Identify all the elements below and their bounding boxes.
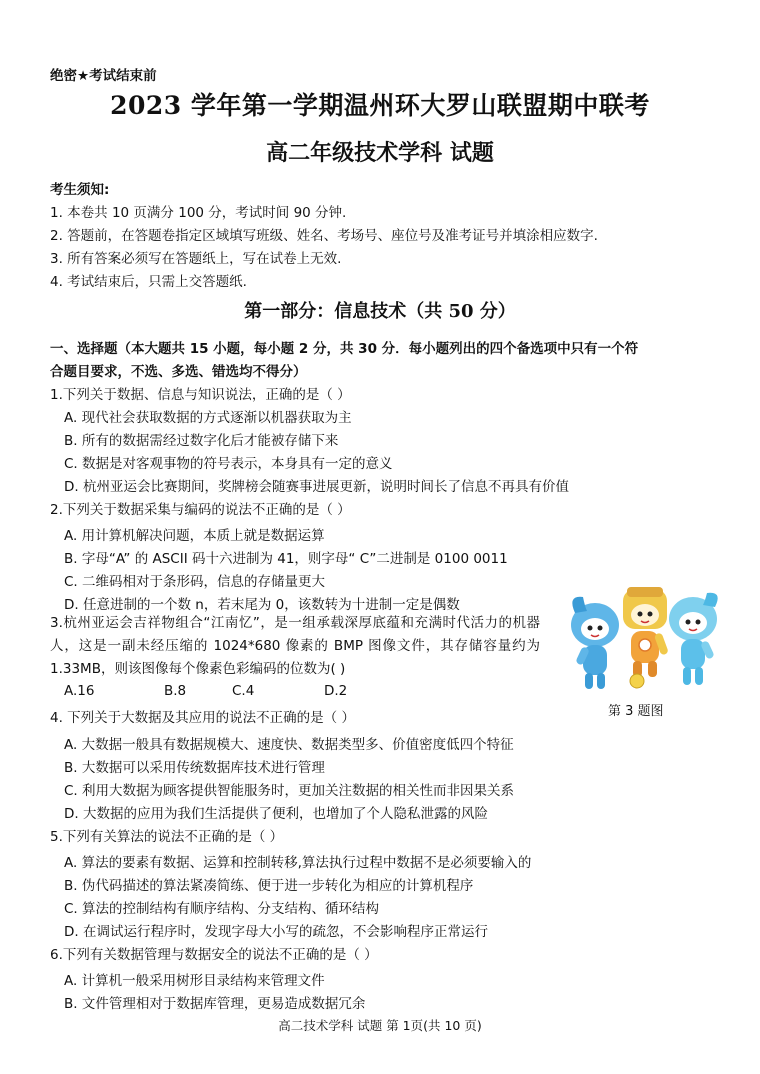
section-instruction: 一、选择题（本大题共 15 小题，每小题 2 分，共 30 分．每小题列出的四个备选项中只有一个符 [50, 341, 639, 357]
mascot-figure [565, 585, 723, 697]
question-option: D. 杭州亚运会比赛期间，奖牌榜会随赛事进展更新，说明时间长了信息不再具有价值 [64, 479, 569, 495]
page-footer: 高二技术学科 试题 第 1页(共 10 页) [278, 1018, 482, 1033]
notice-item: 1. 本卷共 10 页满分 100 分，考试时间 90 分钟. [50, 205, 347, 221]
question-option: A. 现代社会获取数据的方式逐渐以机器获取为主 [64, 410, 352, 426]
mascot-right [669, 593, 718, 685]
exam-subtitle: 高二年级技术学科 试题 [266, 140, 494, 166]
question-option: D. 在调试运行程序时，发现字母大小写的疏忽，不会影响程序正常运行 [64, 924, 488, 940]
question-stem: 1.下列关于数据、信息与知识说法，正确的是（ ） [50, 387, 351, 403]
question-stem: 5.下列有关算法的说法不正确的是（ ） [50, 829, 284, 845]
question-option: C. 二维码相对于条形码，信息的存储量更大 [64, 574, 326, 590]
mascot-illustration [565, 585, 723, 697]
question-option: A. 计算机一般采用树形目录结构来管理文件 [64, 973, 325, 989]
question-stem: 6.下列有关数据管理与数据安全的说法不正确的是（ ） [50, 947, 378, 963]
question-option: D. 大数据的应用为我们生活提供了便利，也增加了个人隐私泄露的风险 [64, 806, 488, 822]
section-instruction: 合题目要求，不选、多选、错选均不得分） [50, 364, 307, 380]
question-option: B. 大数据可以采用传统数据库技术进行管理 [64, 760, 325, 776]
question-option: A. 算法的要素有数据、运算和控制转移,算法执行过程中数据不是必须要输入的 [64, 855, 532, 871]
question-option: B. 文件管理相对于数据库管理，更易造成数据冗余 [64, 996, 366, 1012]
question-option: A.16 [64, 683, 95, 699]
question-option: B.8 [164, 683, 187, 699]
question-stem: 2.下列关于数据采集与编码的说法不正确的是（ ） [50, 502, 351, 518]
figure-caption: 第 3 题图 [608, 704, 664, 719]
notice-item: 2. 答题前，在答题卷指定区域填写班级、姓名、考场号、座位号及准考证号并填涂相应数字. [50, 228, 598, 244]
notice-item: 4. 考试结束后，只需上交答题纸. [50, 274, 247, 290]
confidential-label: 绝密★考试结束前 [50, 68, 157, 84]
question-option: D. 任意进制的一个数 n，若末尾为 0，该数转为十进制一定是偶数 [64, 597, 460, 613]
notice-heading: 考生须知: [50, 182, 110, 198]
question-option: C. 数据是对客观事物的符号表示，本身具有一定的意义 [64, 456, 393, 472]
question-option: B. 伪代码描述的算法紧凑简练、便于进一步转化为相应的计算机程序 [64, 878, 474, 894]
question-stem: 3.杭州亚运会吉祥物组合“江南忆”，是一组承载深厚底蕴和充满时代活力的机器人，这是一副未经压缩的 1024*680 像素的 BMP 图像文件，其存储容量约为 1.33MB，则该图像每个像素色彩编码的位数为( ) [50, 615, 540, 677]
question-option: A. 用计算机解决问题，本质上就是数据运算 [64, 528, 325, 544]
question-option: B. 字母“A” 的 ASCII 码十六进制为 41，则字母“ C”二进制是 0100 0011 [64, 551, 508, 567]
question-option: B. 所有的数据需经过数字化后才能被存储下来 [64, 433, 339, 449]
section-title: 第一部分：信息技术（共 50 分） [244, 301, 516, 322]
question-option: C.4 [232, 683, 255, 699]
mascot-center [623, 587, 669, 688]
question-option: D.2 [324, 683, 348, 699]
notice-item: 3. 所有答案必须写在答题纸上，写在试卷上无效. [50, 251, 342, 267]
mascot-left [571, 597, 619, 689]
exam-title: 2023 学年第一学期温州环大罗山联盟期中联考 [110, 91, 650, 120]
question-option: C. 利用大数据为顾客提供智能服务时，更加关注数据的相关性而非因果关系 [64, 783, 515, 799]
question-stem: 4. 下列关于大数据及其应用的说法不正确的是（ ） [50, 710, 355, 726]
question-option: C. 算法的控制结构有顺序结构、分支结构、循环结构 [64, 901, 380, 917]
question-option: A. 大数据一般具有数据规模大、速度快、数据类型多、价值密度低四个特征 [64, 737, 514, 753]
question-options-row [64, 683, 347, 699]
